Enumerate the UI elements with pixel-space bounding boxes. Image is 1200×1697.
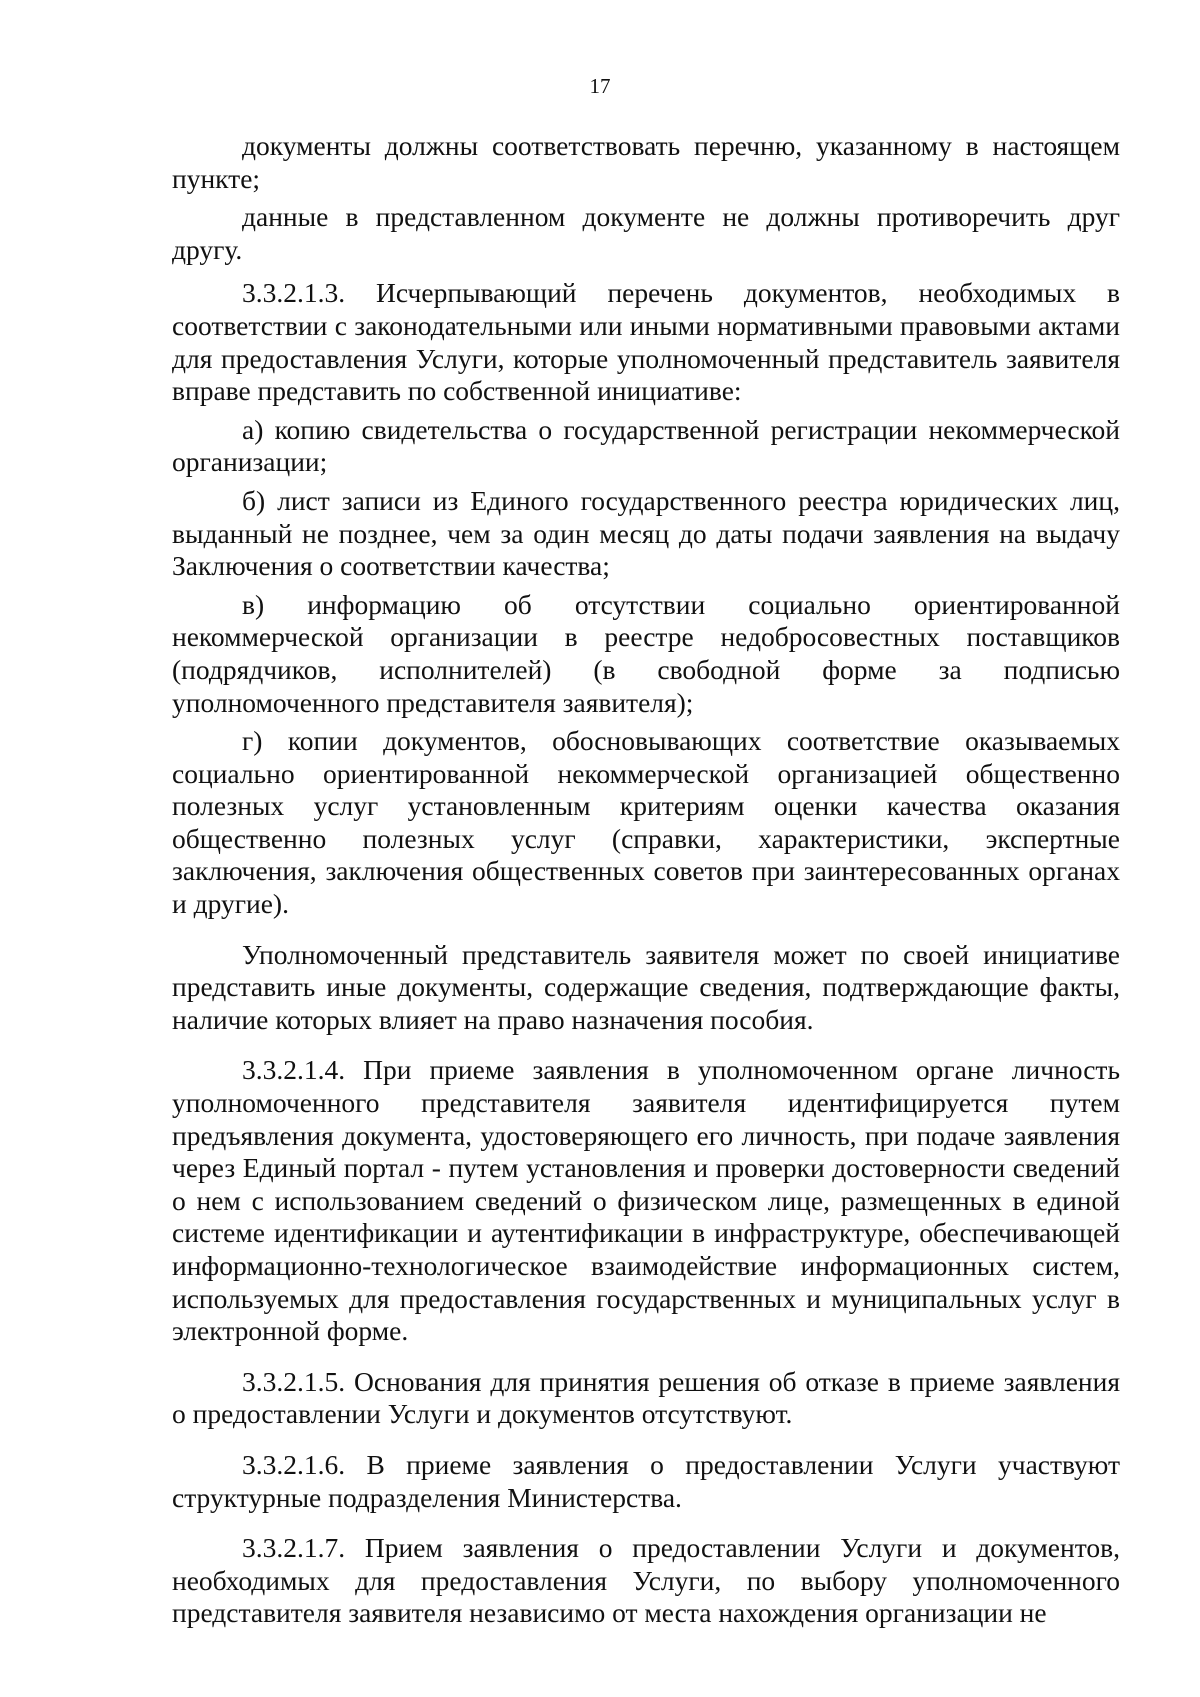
paragraph-data-consistency: данные в представленном документе не должны противоречить друг другу.	[172, 201, 1120, 265]
paragraph-item-b: б) лист записи из Единого государственного реестра юридических лиц, выданный не позднее, чем за один месяц до даты подачи заявления на выдачу Заключения о соответствии качества;	[172, 484, 1120, 582]
paragraph-3-3-2-1-4: 3.3.2.1.4. При приеме заявления в уполномоченном органе личность уполномоченного представителя заявителя идентифицируется путем предъявления документа, удостоверяющего его личность, при подаче заявления через Единый портал - путем установления и проверки достоверности сведений о нем с использованием сведений о физическом лице, размещенных в единой системе идентификации и аутентификации в инфраструктуре, обеспечивающей информационно-технологическое взаимодействие информационных систем, используемых для предоставления государственных и муниципальных услуг в электронной форме.	[172, 1054, 1120, 1347]
paragraph-documents-list-compliance: документы должны соответствовать перечню, указанному в настоящем пункте;	[172, 130, 1120, 194]
paragraph-item-a: а) копию свидетельства о государственной регистрации некоммерческой организации;	[172, 413, 1120, 478]
document-body	[172, 130, 1120, 1630]
paragraph-3-3-2-1-6: 3.3.2.1.6. В приеме заявления о предоставлении Услуги участвуют структурные подразделения Министерства.	[172, 1448, 1120, 1513]
paragraph-item-v: в) информацию об отсутствии социально ориентированной некоммерческой организации в реестре недобросовестных поставщиков (подрядчиков, исполнителей) (в свободной форме за подписью уполномоченного представителя заявителя);	[172, 588, 1120, 718]
paragraph-3-3-2-1-3: 3.3.2.1.3. Исчерпывающий перечень документов, необходимых в соответствии с законодательными или иными нормативными правовыми актами для предоставления Услуги, которые уполномоченный представитель заявителя вправе представить по собственной инициативе:	[172, 277, 1120, 407]
page-number: 17	[589, 74, 611, 98]
paragraph-additional-documents: Уполномоченный представитель заявителя может по своей инициативе представить иные документы, содержащие сведения, подтверждающие факты, наличие которых влияет на право назначения пособия.	[172, 938, 1120, 1035]
paragraph-3-3-2-1-7: 3.3.2.1.7. Прием заявления о предоставлении Услуги и документов, необходимых для предоставления Услуги, по выбору уполномоченного представителя заявителя независимо от места нахождения организации не	[172, 1532, 1120, 1629]
paragraph-item-g: г) копии документов, обосновывающих соответствие оказываемых социально ориентированной некоммерческой организацией общественно полезных услуг установленным критериям оценки качества оказания общественно полезных услуг (справки, характеристики, экспертные заключения, заключения общественных советов при заинтересованных органах и другие).	[172, 725, 1120, 920]
paragraph-3-3-2-1-5: 3.3.2.1.5. Основания для принятия решения об отказе в приеме заявления о предоставлении Услуги и документов отсутствуют.	[172, 1365, 1120, 1430]
